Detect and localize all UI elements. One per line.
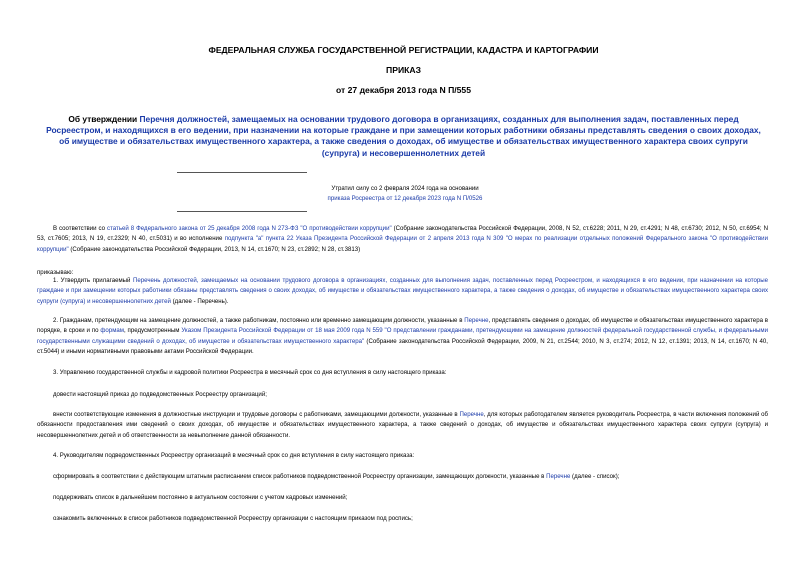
item-3-lead: 3. Управлению государственной службы и кадровой политики Росреестра в месячный срок со дня вступления в силу настоящего приказа:: [53, 369, 447, 376]
status-note-link-line: [270, 194, 540, 204]
document-date-number: от 27 декабря 2013 года N П/555: [336, 85, 471, 95]
title-prefix: Об утверждении: [68, 114, 140, 124]
forms-link[interactable]: формам: [100, 327, 124, 335]
item-4-sub-2: поддерживать список в дальнейшем постоянно в актуальном состоянии с учетом кадровых изменений;: [53, 494, 348, 501]
divider-top: [177, 172, 307, 173]
item-1-text-2: (далее - Перечень).: [170, 297, 229, 305]
basis-text-3: (Собрание законодательства Российской Федерации, 2013, N 14, ст.1670; N 23, ст.2892; N 28, ст.3813): [68, 245, 361, 253]
list-link[interactable]: Перечне: [459, 411, 484, 418]
legal-basis-paragraph: [37, 224, 768, 255]
document-title: [42, 114, 765, 159]
issuing-authority: ФЕДЕРАЛЬНАЯ СЛУЖБА ГОСУДАРСТВЕННОЙ РЕГИСТРАЦИИ, КАДАСТРА И КАРТОГРАФИИ: [208, 45, 599, 55]
item-2-text-2: , представлять сведения о доходах, об имуществе и обязательствах имущественного характера в порядке, в сроки и по: [37, 317, 768, 335]
item-4-sub-1: [37, 472, 784, 482]
item-4-sub-3: ознакомить включенных в список работников подведомственной Росреестру организации с настоящим приказом под роспись;: [53, 515, 413, 522]
item-3-sub-2-text-1: внести соответствующие изменения в должностные инструкции и трудовые договоры с работниками, замещающими должности, указанные в: [53, 411, 460, 418]
basis-text-2: (Собрание законодательства Российской Федерации, 2008, N 52, ст.6228; 2011, N 29, ст.4291; N 48, ст.6730; 2012, N 50, ст.6954; N 53, ст.7605; 2013, N 19, ст.2329; N 40, ст.5031) и во исполнение: [37, 225, 768, 243]
list-link[interactable]: Перечне: [546, 473, 571, 480]
list-link[interactable]: Перечне: [464, 317, 489, 324]
positions-list-link[interactable]: Перечень должностей, замещаемых на основании трудового договора в организациях, созданных для выполнения задач, поставленных перед Росреестром, и находящихся в его ведении, при назначении на которые граждане и при замещении которых работники обязаны представлять сведения о своих доходах, об имуществе и обязательствах имущественного характера, а также сведения о доходах, об имуществе и обязательствах имущественного характера своих супруги (супруга) и несовершеннолетних детей: [37, 277, 768, 305]
presidential-decree-309-link[interactable]: подпункта "а" пункта 22 Указа Президента Российской Федерации от 2 апреля 2013 года N 309 "О мерах по реализации отдельных положений Федерального закона "О противодействии коррупции": [37, 235, 768, 253]
basis-text-1: В соответствии со: [53, 225, 108, 232]
item-1-text-1: 1. Утвердить прилагаемый: [53, 277, 133, 284]
item-2-text-4: (Собрание законодательства Российской Федерации, 2009, N 21, ст.2544; 2010, N 3, ст.274; 2012, N 12, ст.1391; 2013, N 14, ст.1670; N 40, ст.5044) и иными нормативными правовыми актами Российской Федерации.: [37, 337, 768, 356]
item-3-sub-2-text-2: , для которых работодателем является руководитель Росреестра, в части включения положений об обязанности предоставления ими сведений о своих доходах, об имуществе и обязательствах имущественного характера, а также сведений о доходах, об имуществе и обязательствах имущественного характера своих супруги (супруга) и несовершеннолетних детей и об ответственности за невыполнение данной обязанности.: [37, 411, 769, 439]
title-list-link[interactable]: Перечня должностей, замещаемых на основании трудового договора в организациях, созданных для выполнения задач, поставленных перед Росреестром, и находящихся в его ведении, при назначении на которые граждане и при замещении которых работники обязаны представлять сведения о своих доходах, об имуществе и обязательствах имущественного характера, а также сведения о доходах, об имуществе и обязательствах имущественного характера своих супруги (супруга) и несовершеннолетних детей: [46, 114, 761, 158]
anticorruption-law-link[interactable]: статьей 8 Федерального закона от 25 декабря 2008 года N 273-ФЗ "О противодействии коррупции": [107, 225, 392, 232]
item-3-sub-2: [37, 410, 768, 441]
item-4-sub-1-text-1: сформировать в соответствии с действующим штатным расписанием список работников подведомственной Росреестру организации, замещающих должности, указанные в: [53, 473, 547, 480]
status-note: Утратил силу со 2 февраля 2024 года на основании: [331, 185, 479, 192]
item-2-paragraph: [37, 316, 768, 358]
item-4-lead: 4. Руководителям подведомственных Росреестру организаций в месячный срок со дня вступления в силу настоящего приказа:: [53, 452, 415, 459]
item-4-sub-1-text-2: (далее - список);: [570, 473, 620, 480]
decree-word: приказываю:: [37, 269, 74, 276]
divider-bottom: [177, 211, 307, 212]
item-2-text-3: , предусмотренным: [123, 327, 182, 335]
item-3-sub-1: довести настоящий приказ до подведомственных Росреестру организаций;: [53, 391, 267, 398]
repeal-order-link[interactable]: приказа Росреестра от 12 декабря 2023 года N П/0526: [327, 195, 483, 202]
item-2-text-1: 2. Гражданам, претендующим на замещение должностей, а также работникам, постоянно или временно замещающим должности, указанные в: [53, 317, 465, 324]
item-1-paragraph: [37, 276, 768, 307]
presidential-decree-559-link[interactable]: Указом Президента Российской Федерации от 18 мая 2009 года N 559 "О представлении гражданами, претендующими на замещение должностей федеральной государственной службы, и федеральными государственными служащими сведений о доходах, об имуществе и обязательствах имущественного характера": [37, 327, 768, 345]
document-type: ПРИКАЗ: [386, 65, 421, 75]
